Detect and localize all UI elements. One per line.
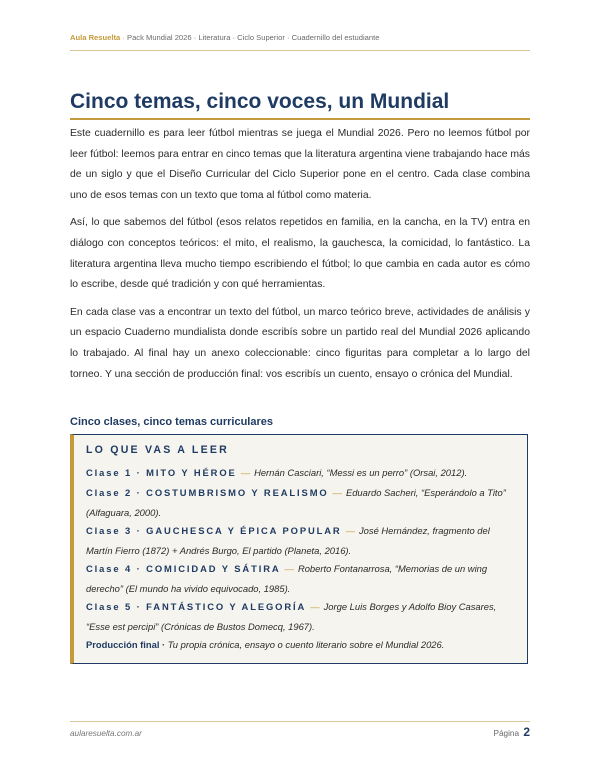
- page-title: Cinco temas, cinco voces, un Mundial: [70, 90, 450, 113]
- class-reading: Eduardo Sacheri, “Esperándolo a Tito” (Alfaguara, 2000).: [86, 487, 506, 518]
- class-reading: José Hernández, fragmento del Martín Fierro (1872) + Andrés Burgo, El partido (Planeta, 2016).: [86, 525, 490, 556]
- dash-separator: —: [310, 601, 320, 612]
- dash-separator: —: [345, 525, 355, 536]
- class-reading: Roberto Fontanarrosa, “Memorias de un wing derecho” (El mundo ha vivido equivocado, 1985).: [86, 563, 488, 594]
- class-label: Clase 5 · FANTÁSTICO Y ALEGORÍA: [86, 601, 307, 612]
- paragraph: Este cuadernillo es para leer fútbol mientras se juega el Mundial 2026. Pero no leemos fútbol por leer fútbol: leemos para entrar en cinco temas que la literatura argentina viene trabajando hace más de un siglo y que el Diseño Curricular del Ciclo Superior pone en el centro. Cada clase combina uno de esos temas con un texto que toma al fútbol como materia.: [70, 128, 530, 201]
- dash-separator: —: [332, 487, 342, 498]
- class-entry: [86, 463, 516, 483]
- brand-name: Aula Resuelta: [70, 33, 121, 42]
- paragraph: En cada clase vas a encontrar un texto del fútbol, un marco teórico breve, actividades de análisis y un espacio Cuaderno mundialista donde escribís sobre un partido real del Mundial 2026 aplicando lo trabajado. Al final hay un anexo coleccionable: cinco figuritas para completar a lo largo del torneo. Y una sección de producción final: vos escribís un cuento, ensayo o crónica del Mundial.: [70, 306, 530, 380]
- class-label: Clase 2 · COSTUMBRISMO Y REALISMO: [86, 487, 329, 498]
- footer-divider: [70, 721, 530, 722]
- class-reading: Hernán Casciari, “Messi es un perro” (Orsai, 2012).: [254, 467, 468, 478]
- title-underline: [70, 118, 530, 120]
- reading-list-box: [70, 434, 528, 664]
- class-reading: Jorge Luis Borges y Adolfo Bioy Casares, “Esse est percipi” (Crónicas de Bustos Domecq, 1967).: [86, 601, 497, 632]
- dash-separator: —: [240, 467, 251, 478]
- class-entry: [86, 559, 516, 598]
- final-production-desc: Tu propia crónica, ensayo o cuento literario sobre el Mundial 2026.: [167, 639, 445, 650]
- page-number: 2: [523, 725, 530, 739]
- class-label: Clase 3 · GAUCHESCA Y ÉPICA POPULAR: [86, 525, 342, 536]
- footer-website: aularesuelta.com.ar: [70, 729, 142, 738]
- box-title: LO QUE VAS A LEER: [86, 444, 229, 456]
- page-header: [70, 33, 530, 42]
- page-number-block: [494, 725, 530, 739]
- final-production-entry: [86, 635, 516, 655]
- header-subtitle: Pack Mundial 2026 · Literatura · Ciclo Superior · Cuadernillo del estudiante: [127, 33, 380, 42]
- intro-text: [70, 124, 530, 392]
- final-production-label: Producción final ·: [86, 639, 166, 650]
- header-separator: ·: [122, 33, 125, 42]
- class-entry: [86, 597, 516, 636]
- class-entry: [86, 521, 516, 560]
- paragraph: Así, lo que sabemos del fútbol (esos relatos repetidos en familia, en la cancha, en la TV) entra en diálogo con conceptos teóricos: el mito, el realismo, la gauchesca, la comicidad, lo fantástico. La literatura argentina lleva mucho tiempo escribiendo el fútbol; lo que cambia en cada autor es cómo lo escribe, desde qué tradición y con qué herramientas.: [70, 217, 530, 291]
- class-label: Clase 4 · COMICIDAD Y SÁTIRA: [86, 563, 281, 574]
- class-label: Clase 1 · MITO Y HÉROE: [86, 467, 237, 478]
- section-title: Cinco clases, cinco temas curriculares: [70, 416, 273, 428]
- page-label: Página: [493, 729, 520, 738]
- header-divider: [70, 50, 530, 51]
- class-entry: [86, 483, 516, 522]
- dash-separator: —: [284, 563, 294, 574]
